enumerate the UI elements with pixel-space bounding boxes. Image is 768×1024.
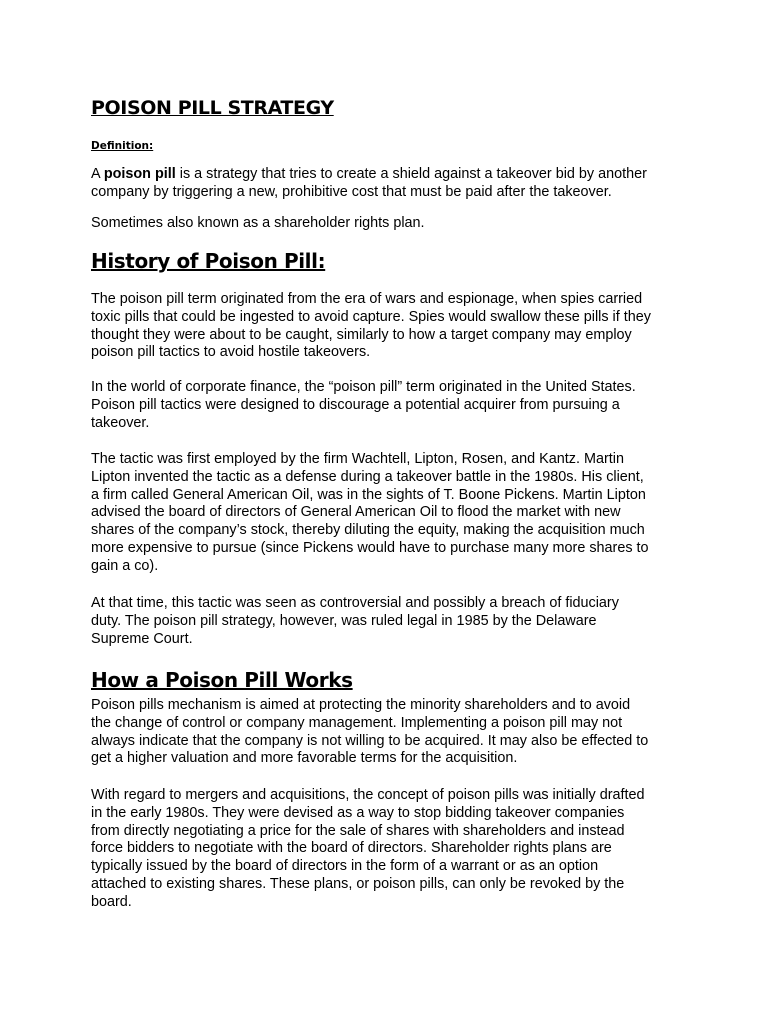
definition-paragraph — [91, 166, 691, 202]
document-title: POISON PILL STRATEGY — [91, 97, 334, 119]
history-paragraph-1: The poison pill term originated from the era of wars and espionage, when spies carried toxic pills that could be ingested to avoid capture. Spies would swallow these pills if they thought they were about to be caught, similarly to how a target company may employ poison pill tactics to avoid hostile takeovers. — [91, 291, 651, 361]
works-paragraph-1: Poison pills mechanism is aimed at protecting the minority shareholders and to avoid the change of control or company management. Implementing a poison pill may not always indicate that the company is not willing to be acquired. It may also be effected to get a higher valuation and more favorable terms for the acquisition. — [91, 697, 649, 767]
history-paragraph-3: The tactic was first employed by the firm Wachtell, Lipton, Rosen, and Kantz. Martin Lipton invented the tactic as a defense during a takeover battle in the 1980s. His client, a firm called General American Oil, was in the sights of T. Boone Pickens. Martin Lipton advised the board of directors of General American Oil to flood the market with new shares of the company’s stock, thereby diluting the equity, making the acquisition much more expensive to pursue (since Pickens would have to purchase many more shares to gain a co). — [91, 451, 649, 574]
history-paragraph-2: In the world of corporate finance, the “poison pill” term originated in the United States. Poison pill tactics were designed to discourage a potential acquirer from pursuing a takeover. — [91, 379, 636, 431]
history-paragraph-4: At that time, this tactic was seen as controversial and possibly a breach of fiduciary duty. The poison pill strategy, however, was ruled legal in 1985 by the Delaware Supreme Court. — [91, 595, 619, 647]
history-heading: History of Poison Pill: — [91, 249, 326, 273]
definition-rest: is a strategy that tries to create a shield against a takeover bid by another company by triggering a new, prohibitive cost that must be paid after the takeover. — [91, 166, 647, 200]
works-paragraph-2: With regard to mergers and acquisitions, the concept of poison pills was initially drafted in the early 1980s. They were devised as a way to stop bidding takeover companies from directly negotiating a price for the sale of shares with shareholders and instead force bidders to negotiate with the board of directors. Shareholder rights plans are typically issued by the board of directors in the form of a warrant or as an option attached to existing shares. These plans, or poison pills, can only be revoked by the board. — [91, 787, 645, 910]
aka-paragraph: Sometimes also known as a shareholder rights plan. — [91, 215, 425, 231]
definition-label: Definition: — [91, 140, 154, 152]
definition-prefix: A — [91, 166, 104, 182]
definition-term: poison pill — [103, 166, 176, 182]
works-heading: How a Poison Pill Works — [91, 668, 353, 692]
